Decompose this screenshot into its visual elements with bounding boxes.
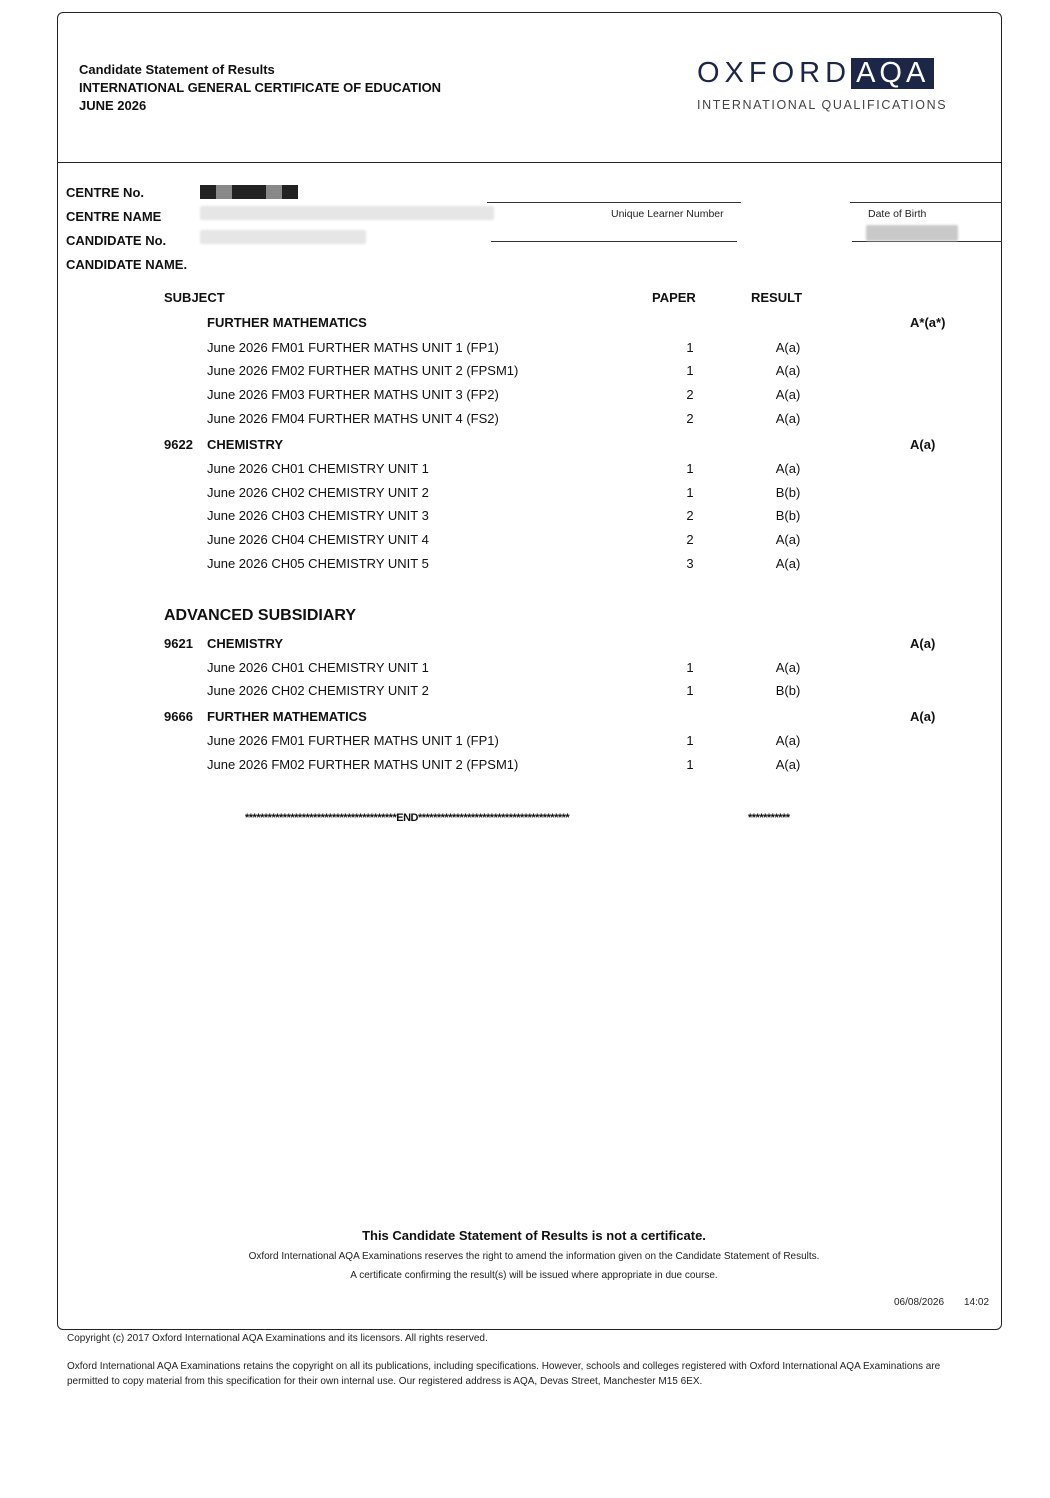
- unit-result: A(a): [775, 340, 801, 355]
- logo-aqa-box: AQA: [851, 58, 934, 89]
- unit-result: A(a): [775, 757, 801, 772]
- centre-name-label: CENTRE NAME: [66, 209, 162, 224]
- uln-bottom-rule: [491, 241, 737, 242]
- header-divider: [57, 162, 1002, 163]
- unit-title: June 2026 FM02 FURTHER MATHS UNIT 2 (FPSM1): [207, 363, 519, 378]
- unit-paper: 2: [686, 532, 694, 547]
- candidate-no-redacted: [200, 230, 366, 244]
- issue-time: 14:02: [964, 1297, 990, 1308]
- unit-result: A(a): [775, 411, 801, 426]
- subject-grade: A(a): [910, 636, 936, 651]
- copyright-detail-line1: Oxford International AQA Examinations retains the copyright on all its publications, including specifications. However, schools and colleges registered with Oxford International AQA Examinations are: [67, 1361, 941, 1372]
- unit-title: June 2026 FM03 FURTHER MATHS UNIT 3 (FP2): [207, 387, 499, 402]
- statement-border: [57, 12, 1002, 1330]
- issue-date: 06/08/2026: [894, 1297, 945, 1308]
- unit-title: June 2026 CH02 CHEMISTRY UNIT 2: [207, 485, 429, 500]
- uln-label: Unique Learner Number: [611, 208, 724, 220]
- unit-paper: 1: [686, 757, 694, 772]
- candidate-no-label: CANDIDATE No.: [66, 233, 167, 248]
- unit-result: A(a): [775, 532, 801, 547]
- unit-title: June 2026 CH02 CHEMISTRY UNIT 2: [207, 683, 429, 698]
- unit-title: June 2026 CH04 CHEMISTRY UNIT 4: [207, 532, 429, 547]
- unit-paper: 2: [686, 508, 694, 523]
- uln-top-rule: [487, 202, 741, 203]
- unit-paper: 2: [686, 387, 694, 402]
- column-subject: SUBJECT: [164, 290, 225, 305]
- unit-title: June 2026 FM01 FURTHER MATHS UNIT 1 (FP1): [207, 733, 499, 748]
- dob-top-rule: [850, 202, 1002, 203]
- subject-code: 9622: [164, 437, 193, 452]
- candidate-name-label: CANDIDATE NAME.: [66, 257, 188, 272]
- amend-notice: Oxford International AQA Examinations reserves the right to amend the information given on the Candidate Statement of Results.: [248, 1251, 820, 1262]
- logo-subtitle: INTERNATIONAL QUALIFICATIONS: [697, 98, 948, 112]
- subject-code: 9666: [164, 709, 193, 724]
- subject-name: CHEMISTRY: [207, 636, 284, 651]
- copyright-detail-line2: permitted to copy material from this specification for their own internal use. Our registered address is AQA, Devas Street, Manchester M15 6EX.: [67, 1376, 703, 1387]
- unit-result: A(a): [775, 733, 801, 748]
- unit-paper: 1: [686, 660, 694, 675]
- unit-title: June 2026 CH03 CHEMISTRY UNIT 3: [207, 508, 429, 523]
- unit-result: A(a): [775, 461, 801, 476]
- unit-paper: 1: [686, 733, 694, 748]
- unit-result: A(a): [775, 387, 801, 402]
- session-label: JUNE 2026: [79, 98, 147, 113]
- not-certificate-notice: This Candidate Statement of Results is not a certificate.: [362, 1228, 706, 1243]
- certificate-notice: A certificate confirming the result(s) will be issued where appropriate in due course.: [350, 1270, 718, 1281]
- subject-code: 9621: [164, 636, 193, 651]
- unit-paper: 3: [686, 556, 694, 571]
- unit-title: June 2026 CH01 CHEMISTRY UNIT 1: [207, 461, 429, 476]
- unit-paper: 1: [686, 461, 694, 476]
- statement-title: Candidate Statement of Results: [79, 62, 275, 77]
- unit-title: June 2026 FM01 FURTHER MATHS UNIT 1 (FP1): [207, 340, 499, 355]
- unit-paper: 2: [686, 411, 694, 426]
- centre-no-label: CENTRE No.: [66, 185, 144, 200]
- unit-result: A(a): [775, 660, 801, 675]
- unit-result: A(a): [775, 363, 801, 378]
- qualification-title: INTERNATIONAL GENERAL CERTIFICATE OF EDUCATION: [79, 80, 442, 95]
- end-marker: ****************************************END****************************************: [245, 812, 570, 824]
- dob-label: Date of Birth: [868, 208, 927, 220]
- logo-oxford-text: OXFORD: [697, 57, 852, 89]
- unit-title: June 2026 CH01 CHEMISTRY UNIT 1: [207, 660, 429, 675]
- subject-name: CHEMISTRY: [207, 437, 284, 452]
- unit-result: B(b): [775, 508, 801, 523]
- section-heading: ADVANCED SUBSIDIARY: [164, 607, 357, 624]
- unit-paper: 1: [686, 485, 694, 500]
- dob-redacted: [866, 225, 958, 241]
- unit-title: June 2026 FM04 FURTHER MATHS UNIT 4 (FS2): [207, 411, 499, 426]
- column-paper: PAPER: [652, 290, 696, 305]
- unit-result: B(b): [775, 683, 801, 698]
- subject-grade: A(a): [910, 709, 936, 724]
- end-marker-result: ***********: [748, 812, 790, 824]
- subject-grade: A*(a*): [910, 315, 946, 330]
- unit-paper: 1: [686, 683, 694, 698]
- unit-paper: 1: [686, 340, 694, 355]
- copyright-notice: Copyright (c) 2017 Oxford International AQA Examinations and its licensors. All rights reserved.: [67, 1333, 488, 1344]
- unit-result: A(a): [775, 556, 801, 571]
- unit-result: B(b): [775, 485, 801, 500]
- centre-name-redacted: [200, 206, 494, 220]
- dob-bottom-rule: [852, 241, 1002, 242]
- unit-title: June 2026 FM02 FURTHER MATHS UNIT 2 (FPSM1): [207, 757, 519, 772]
- unit-paper: 1: [686, 363, 694, 378]
- unit-title: June 2026 CH05 CHEMISTRY UNIT 5: [207, 556, 429, 571]
- subject-grade: A(a): [910, 437, 936, 452]
- column-result: RESULT: [751, 290, 803, 305]
- subject-name: FURTHER MATHEMATICS: [207, 709, 367, 724]
- subject-name: FURTHER MATHEMATICS: [207, 315, 367, 330]
- oxford-aqa-logo: [697, 57, 934, 90]
